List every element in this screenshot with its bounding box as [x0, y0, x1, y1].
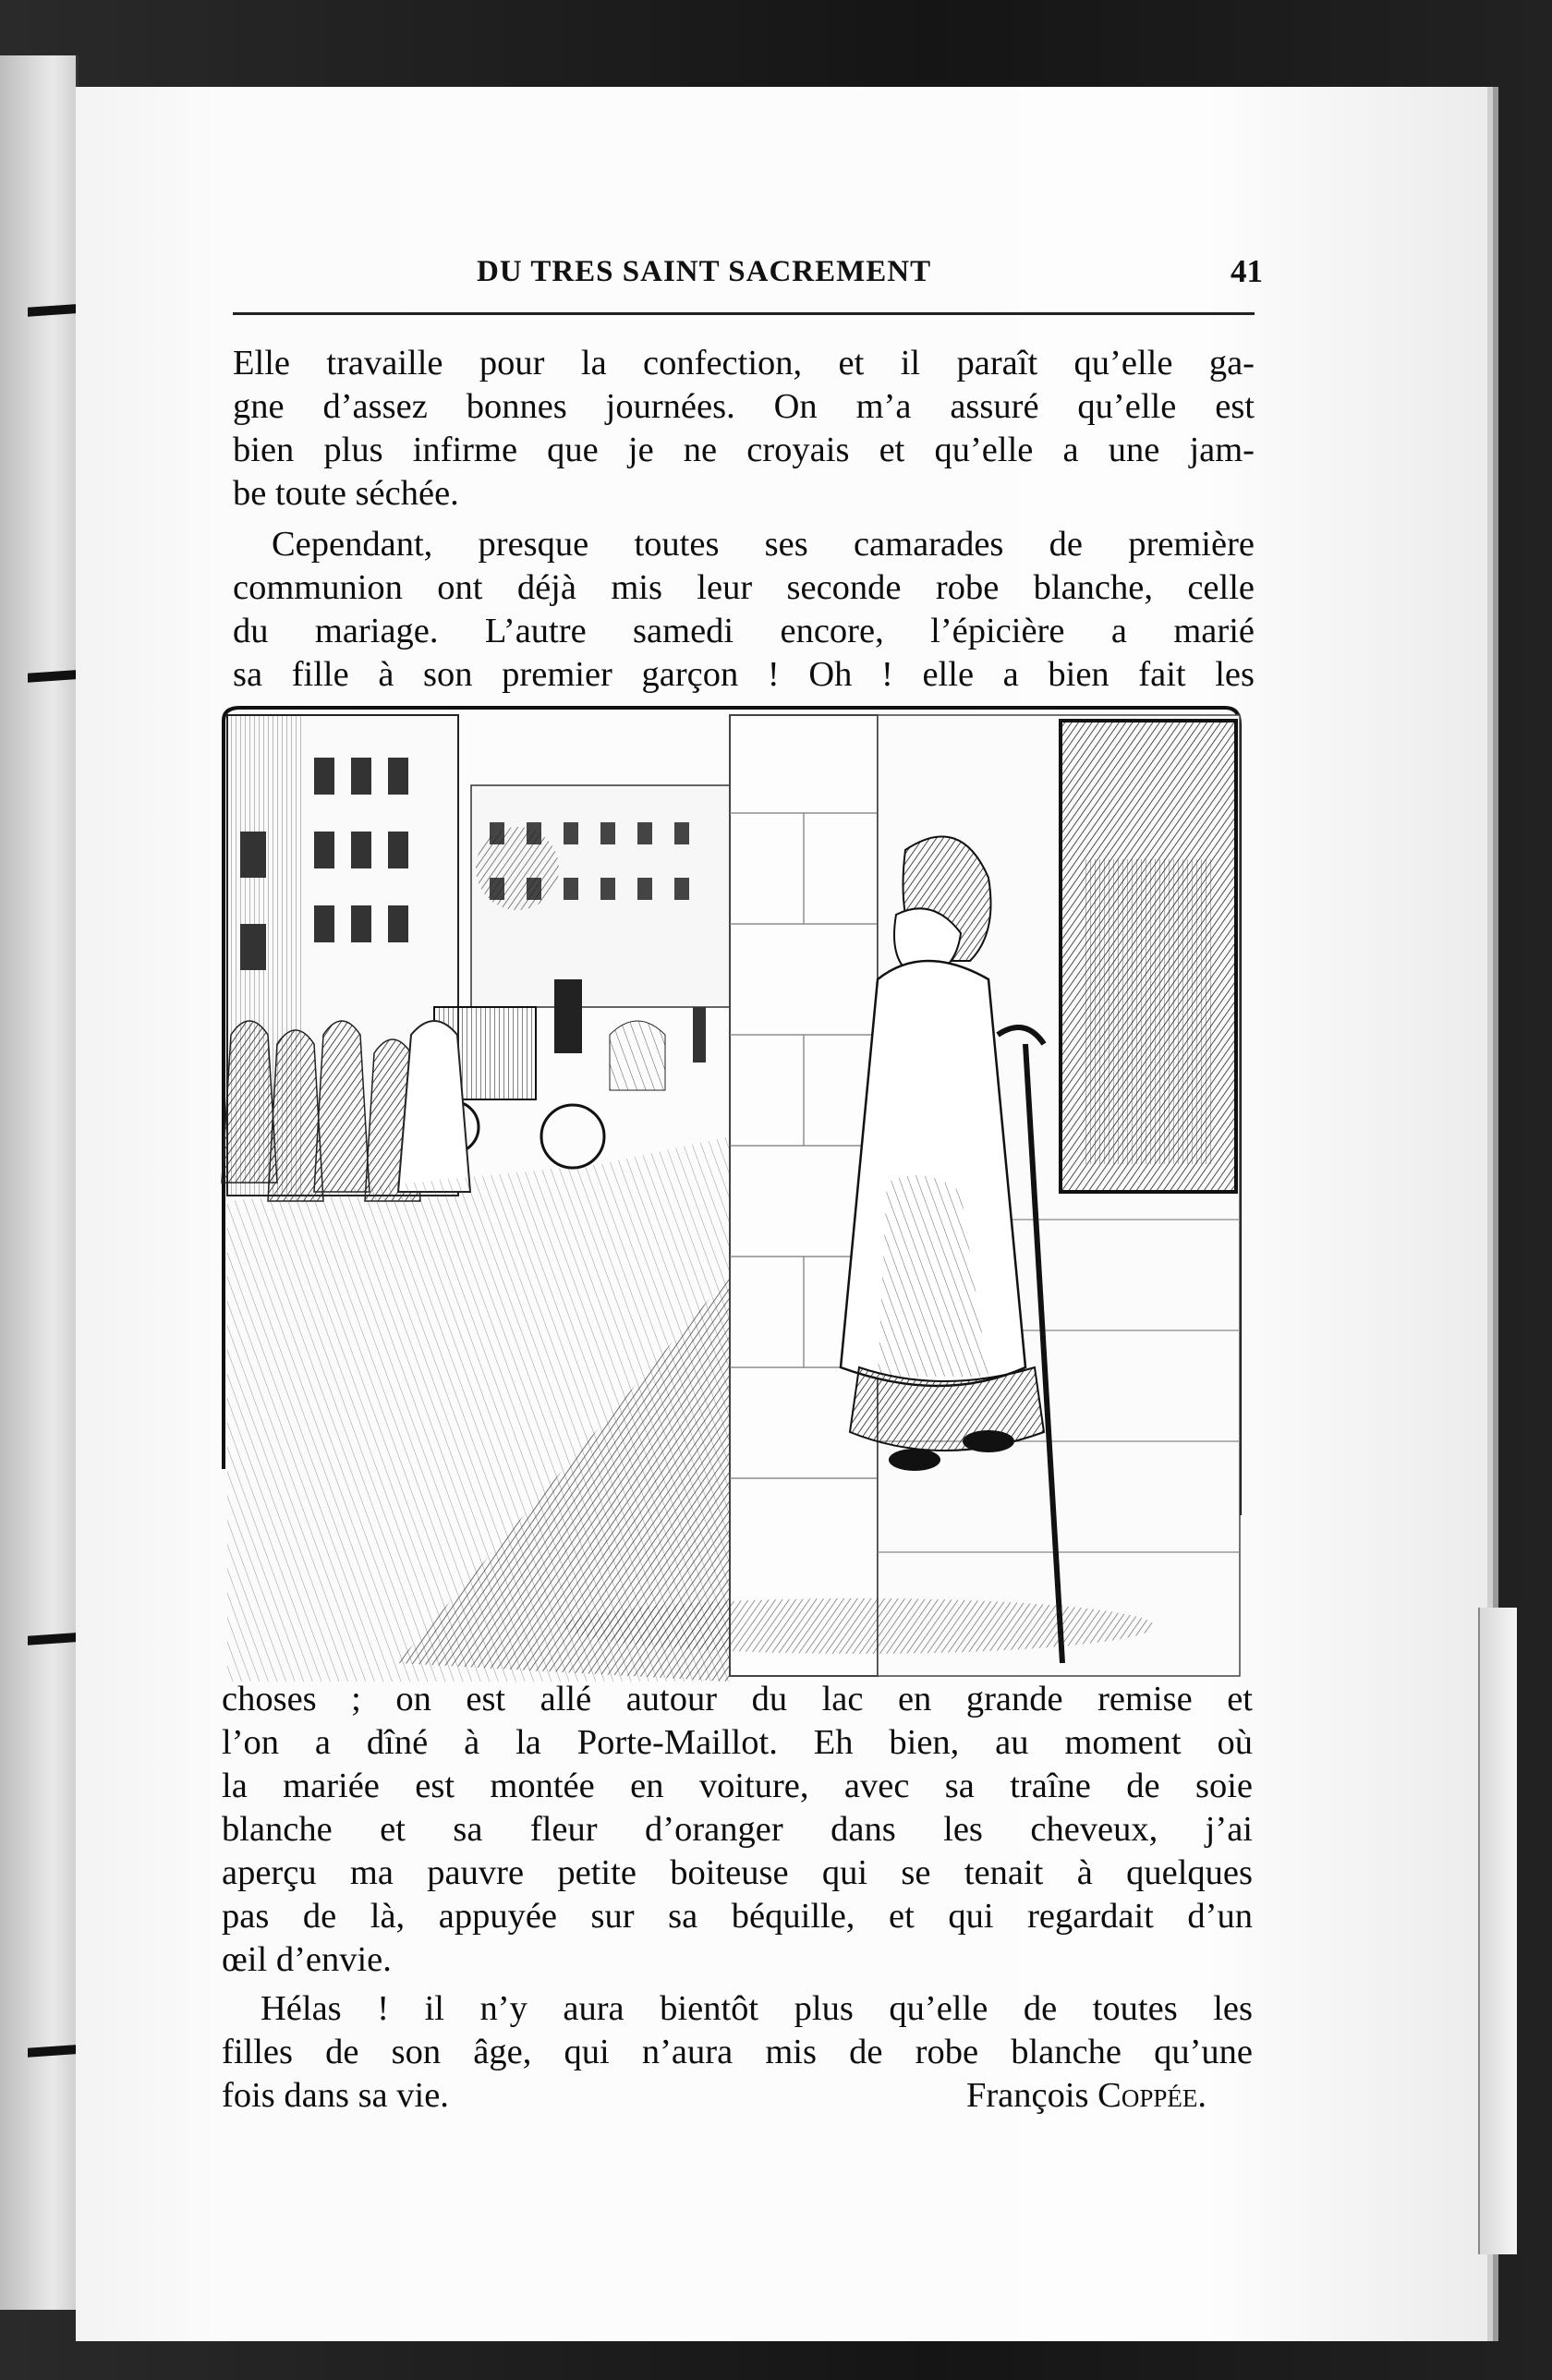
text-line: bien plus infirme que je ne croyais et qu’elle a une jam-: [233, 431, 1255, 469]
running-head: DU TRES SAINT SACREMENT: [477, 255, 932, 288]
paragraph: [222, 1678, 1253, 1982]
text-line: fois dans sa vie.: [222, 2076, 449, 2115]
paragraph: [233, 342, 1255, 516]
text-line: aperçu ma pauvre petite boiteuse qui se tenait à quelques: [222, 1853, 1253, 1892]
header-rule: [233, 312, 1255, 315]
text-line: l’on a dîné à la Porte-Maillot. Eh bien, au moment où: [222, 1723, 1253, 1762]
text-line: Hélas ! il n’y aura bientôt plus qu’elle de toutes les: [261, 1989, 1253, 2028]
text-block-bottom: [222, 1678, 1253, 2118]
text-line: du mariage. L’autre samedi encore, l’épicière a marié: [233, 612, 1255, 650]
engraving-illustration: [212, 702, 1253, 1691]
paragraph: [222, 1987, 1253, 2118]
closing-line: [222, 2074, 1253, 2118]
author-signature: [966, 2074, 1253, 2118]
text-line: œil d’envie.: [222, 1940, 392, 1979]
text-line: filles de son âge, qui n’aura mis de robe blanche qu’une: [222, 2033, 1253, 2071]
under-page-edge: [1478, 1608, 1517, 2254]
text-line: gne d’assez bonnes journées. On m’a assuré qu’elle est: [233, 387, 1255, 426]
page-header: [0, 255, 1552, 310]
author-last-name: Coppée.: [1097, 2076, 1206, 2115]
text-line: Cependant, presque toutes ses camarades de première: [272, 525, 1255, 564]
facing-page-edge: [0, 55, 79, 2310]
text-line: blanche et sa fleur d’oranger dans les cheveux, j’ai: [222, 1810, 1253, 1849]
text-line: Elle travaille pour la confection, et il paraît qu’elle ga-: [233, 344, 1255, 382]
text-line: pas de là, appuyée sur sa béquille, et qui regardait d’un: [222, 1897, 1253, 1936]
text-block-top: [233, 342, 1255, 697]
text-line: choses ; on est allé autour du lac en grande remise et: [222, 1680, 1253, 1718]
page-number: 41: [1231, 253, 1263, 289]
paragraph: [233, 523, 1255, 697]
text-line: be toute séchée.: [233, 474, 459, 513]
text-line: la mariée est montée en voiture, avec sa traîne de soie: [222, 1767, 1253, 1805]
text-line: sa fille à son premier garçon ! Oh ! elle a bien fait les: [233, 655, 1255, 694]
text-line: communion ont déjà mis leur seconde robe blanche, celle: [233, 568, 1255, 607]
author-first-name: François: [965, 2076, 1089, 2115]
